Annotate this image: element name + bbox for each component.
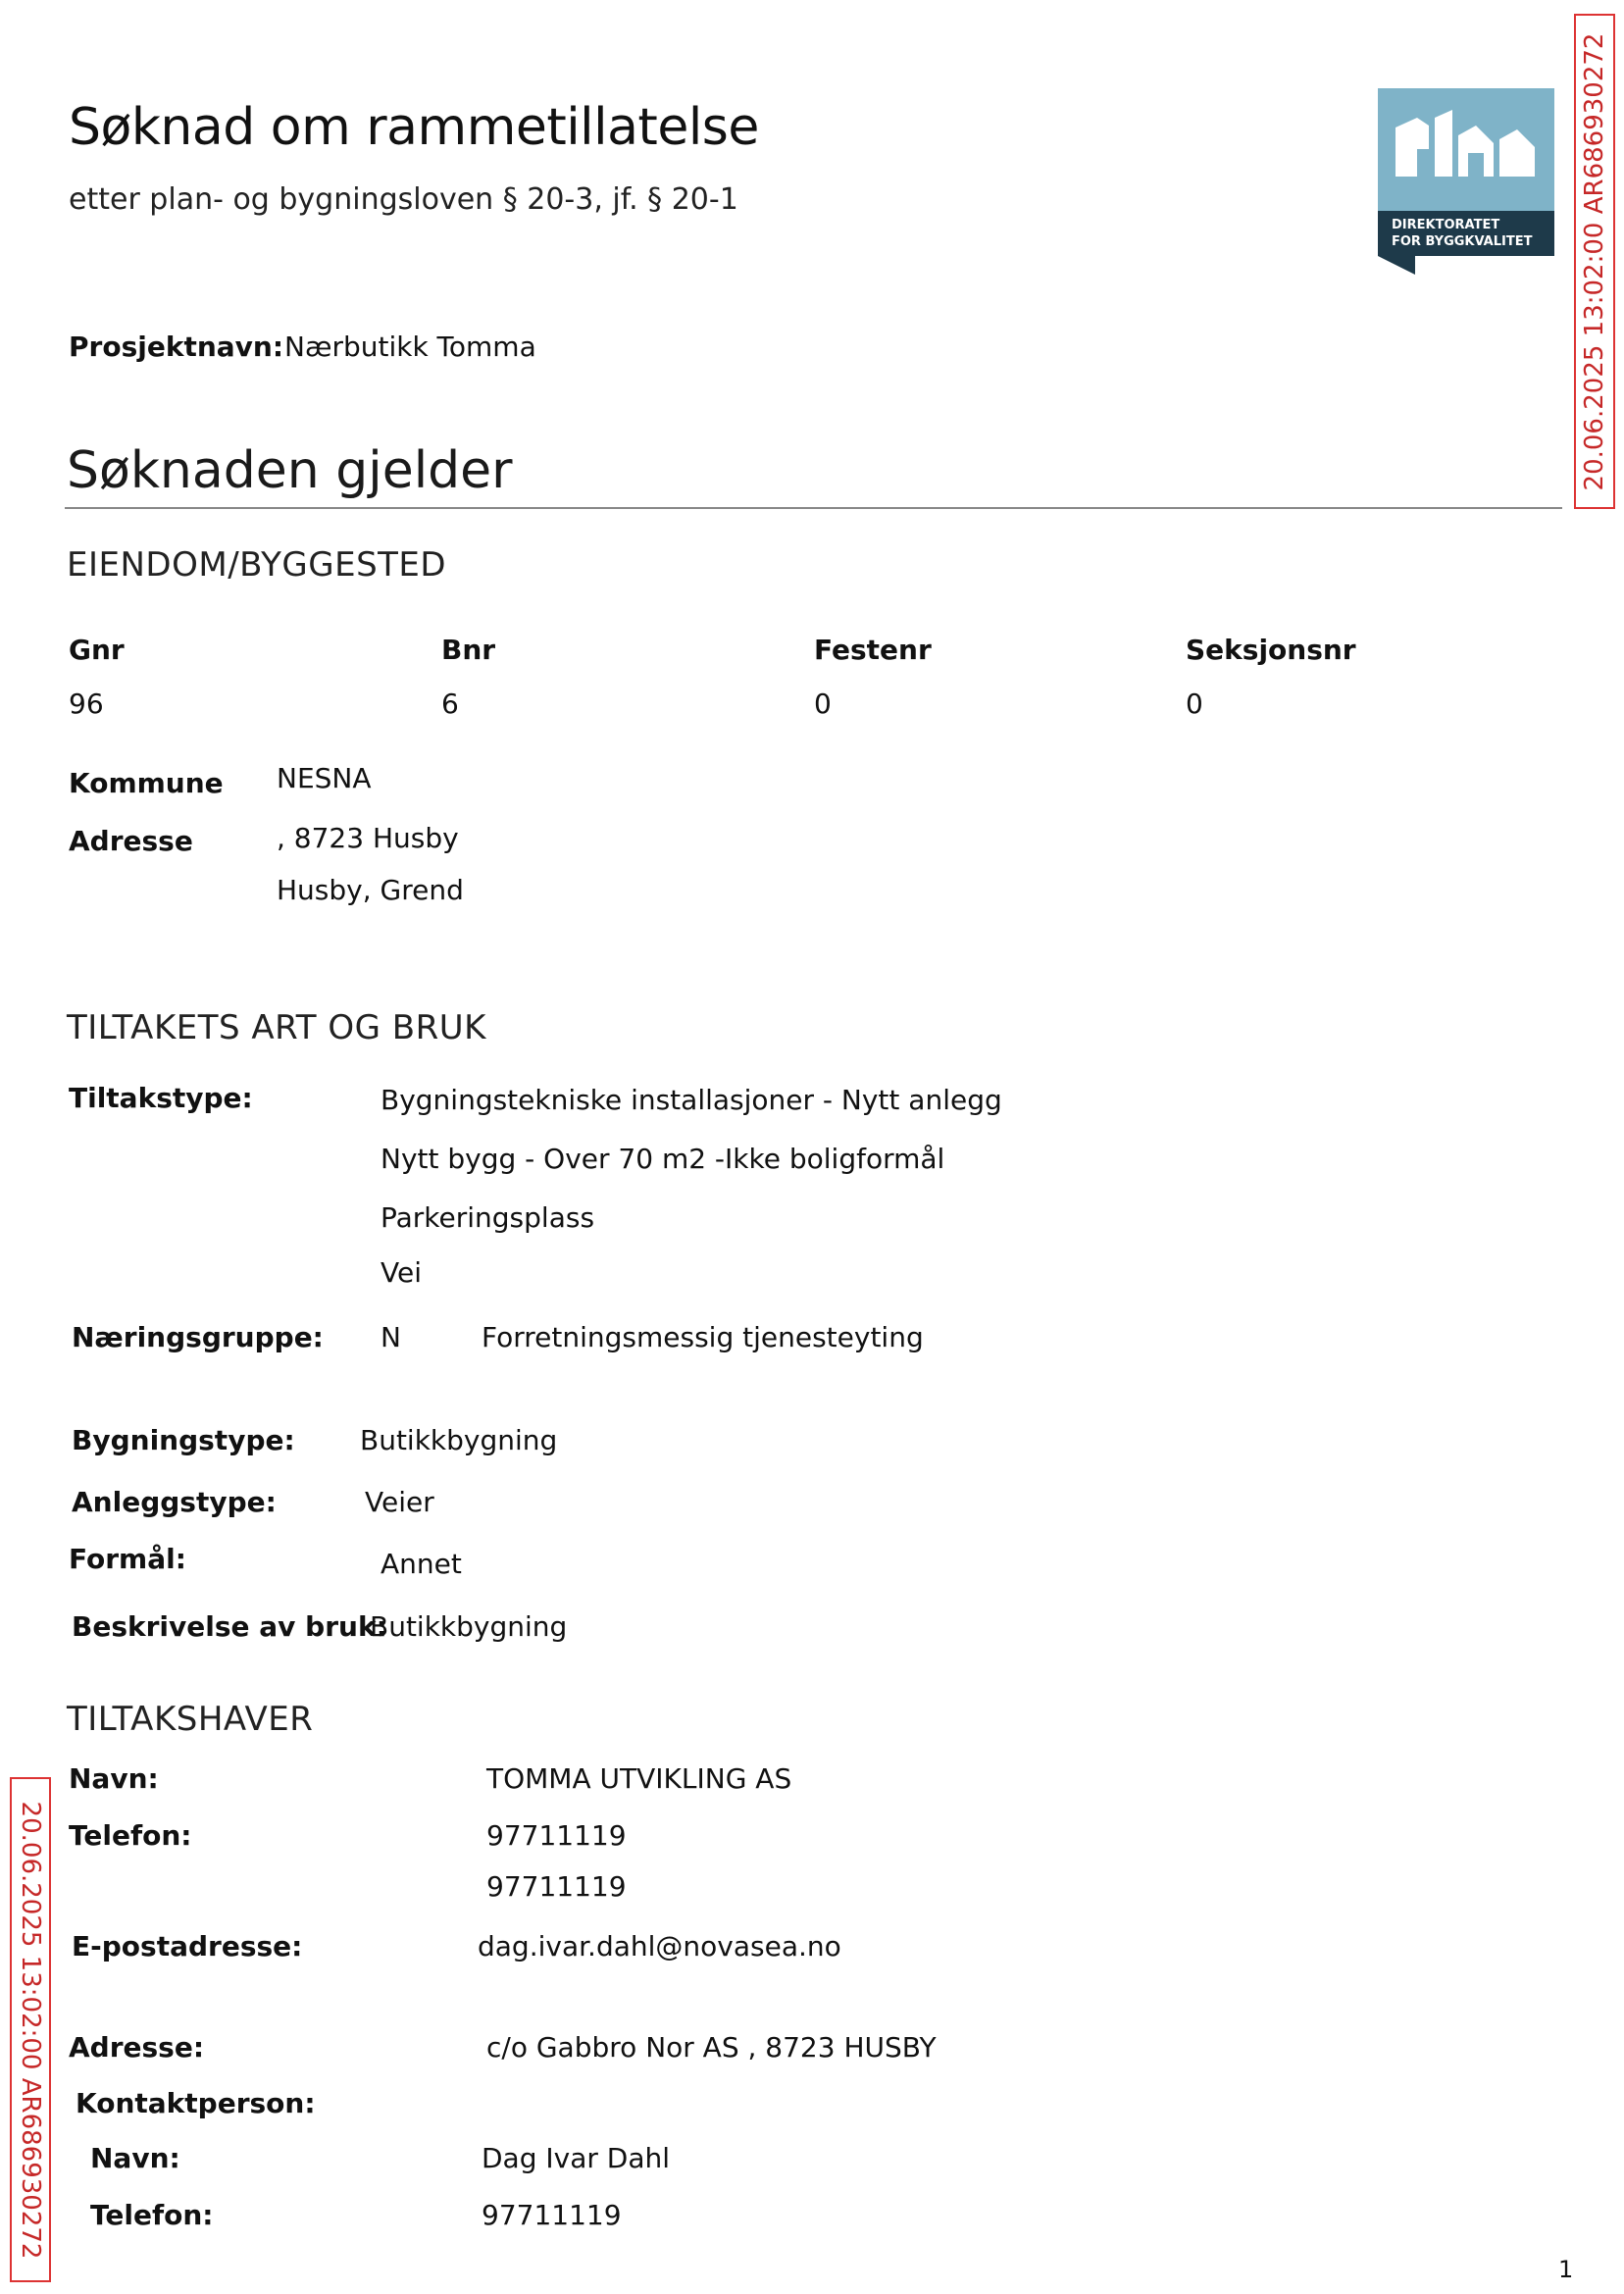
section-title: Søknaden gjelder (67, 441, 513, 500)
adresse-label: Adresse (69, 825, 193, 857)
logo-text-line1: DIREKTORATET (1392, 218, 1500, 232)
project-name-value: Nærbutikk Tomma (284, 331, 536, 363)
tiltakshaver-telefon-value-2: 97711119 (486, 1870, 627, 1903)
naeringsgruppe-label: Næringsgruppe: (72, 1321, 324, 1353)
adresse-line2: Husby, Grend (277, 874, 464, 906)
anleggstype-label: Anleggstype: (72, 1486, 277, 1518)
tiltakshaver-adresse-value: c/o Gabbro Nor AS , 8723 HUSBY (486, 2031, 937, 2064)
tiltakstype-item: Vei (381, 1256, 422, 1289)
document-subtitle: etter plan- og bygningsloven § 20-3, jf. § 20-1 (69, 182, 738, 217)
festenr-label: Festenr (814, 634, 932, 666)
kommune-value: NESNA (277, 762, 372, 794)
eiendom-heading: EIENDOM/BYGGESTED (67, 545, 447, 585)
kontakt-navn-value: Dag Ivar Dahl (482, 2142, 671, 2174)
kommune-label: Kommune (69, 767, 224, 799)
kontaktperson-label: Kontaktperson: (76, 2087, 316, 2119)
tiltakshaver-telefon-value: 97711119 (486, 1819, 627, 1852)
logo-text-line2: FOR BYGGKVALITET (1392, 234, 1533, 249)
seksjonsnr-value: 0 (1186, 688, 1203, 720)
page-number: 1 (1558, 2256, 1574, 2283)
document-title: Søknad om rammetillatelse (69, 98, 759, 157)
adresse-line1: , 8723 Husby (277, 822, 459, 854)
bygningstype-value: Butikkbygning (360, 1424, 558, 1456)
date-stamp-right (1574, 14, 1615, 509)
tiltakshaver-navn-label: Navn: (69, 1762, 159, 1795)
date-stamp-right-text: 20.06.2025 13:02:00 AR686930272 (1580, 32, 1609, 490)
tiltak-heading: TILTAKETS ART OG BRUK (67, 1008, 486, 1047)
date-stamp-left-text: 20.06.2025 13:02:00 AR686930272 (16, 1801, 45, 2259)
naeringsgruppe-code: N (381, 1321, 401, 1353)
dibk-logo-graphic (1378, 88, 1554, 275)
gnr-value: 96 (69, 688, 104, 720)
date-stamp-left (10, 1777, 51, 2282)
tiltakshaver-epost-label: E-postadresse: (72, 1930, 303, 1963)
kontakt-telefon-value: 97711119 (482, 2199, 622, 2231)
kontakt-navn-label: Navn: (90, 2142, 180, 2174)
bnr-value: 6 (441, 688, 459, 720)
seksjonsnr-label: Seksjonsnr (1186, 634, 1356, 666)
beskrivelse-value: Butikkbygning (370, 1610, 568, 1643)
kontakt-telefon-label: Telefon: (90, 2199, 214, 2231)
dibk-logo (1378, 88, 1554, 275)
tiltakstype-item: Nytt bygg - Over 70 m2 -Ikke boligformål (381, 1143, 945, 1175)
tiltakstype-label: Tiltakstype: (69, 1082, 253, 1114)
project-name-label: Prosjektnavn: (69, 331, 284, 363)
tiltakstype-item: Bygningstekniske installasjoner - Nytt anlegg (381, 1084, 1002, 1116)
beskrivelse-label: Beskrivelse av bruk: (72, 1610, 387, 1643)
bygningstype-label: Bygningstype: (72, 1424, 295, 1456)
anleggstype-value: Veier (365, 1486, 434, 1518)
tiltakshaver-telefon-label: Telefon: (69, 1819, 192, 1852)
formal-value: Annet (381, 1548, 462, 1580)
naeringsgruppe-text: Forretningsmessig tjenesteyting (482, 1321, 924, 1353)
tiltakstype-item: Parkeringsplass (381, 1201, 595, 1234)
gnr-label: Gnr (69, 634, 125, 666)
tiltakshaver-epost-value: dag.ivar.dahl@novasea.no (478, 1930, 841, 1963)
section-divider (65, 507, 1562, 509)
tiltakshaver-heading: TILTAKSHAVER (67, 1700, 314, 1739)
bnr-label: Bnr (441, 634, 496, 666)
festenr-value: 0 (814, 688, 832, 720)
formal-label: Formål: (69, 1543, 186, 1575)
tiltakshaver-navn-value: TOMMA UTVIKLING AS (486, 1762, 792, 1795)
tiltakshaver-adresse-label: Adresse: (69, 2031, 205, 2064)
